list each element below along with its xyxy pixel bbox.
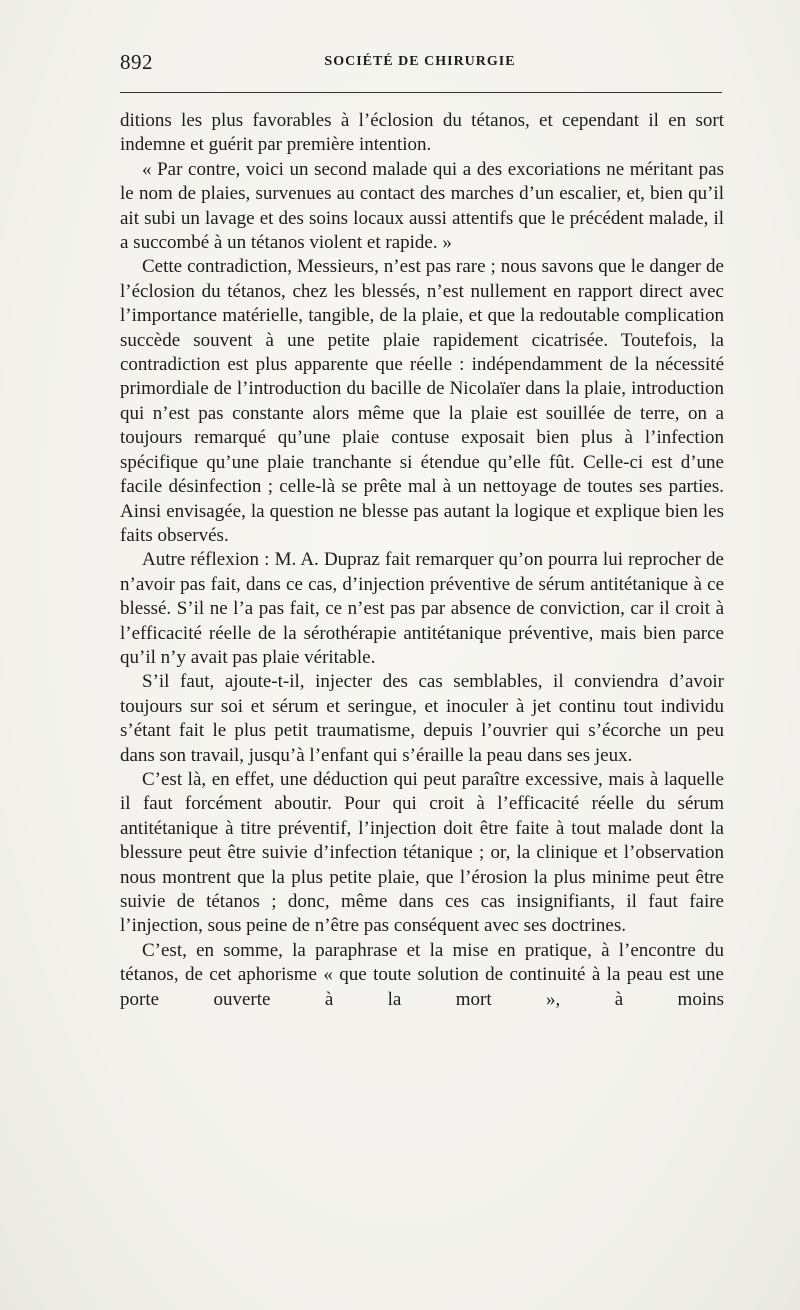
- page-header: [120, 50, 720, 78]
- running-title: SOCIÉTÉ DE CHIRURGIE: [324, 54, 516, 69]
- paragraph-reflexion: Autre réflexion : M. A. Dupraz fait remarquer qu’on pourra lui reprocher de n’avoir pas fait, dans ce cas, d’injection préventive de sérum antitétanique à ce blessé. S’il ne l’a pas fait, ce n’est pas par absence de conviction, car il croit à l’efficacité réelle de la sérothérapie antitétanique préventive, mais bien parce qu’il n’y avait pas plaie véritable.: [120, 549, 724, 668]
- paragraph-deduction: C’est là, en effet, une déduction qui peut paraître excessive, mais à laquelle il faut forcément aboutir. Pour qui croit à l’efficacité réelle du sérum antitétanique à titre préventif, l’injection doit être faite à tout malade dont la blessure peut être suivie d’infection tétanique ; or, la clinique et l’observation nous montrent que la plus petite plaie, que l’érosion la plus minime peut être suivie de tétanos ; donc, même dans ces cas insignifiants, il faut faire l’injection, sous peine de n’être pas conséquent avec ses doctrines.: [120, 768, 724, 937]
- paragraph-continued: ditions les plus favorables à l’éclosion du tétanos, et cependant il en sort indemne et guérit par première intention.: [120, 110, 724, 156]
- paragraph-aphorism: C’est, en somme, la paraphrase et la mise en pratique, à l’encontre du tétanos, de cet aphorisme « que toute solution de continuité à la peau est une porte ouverte à la mort », à moins: [120, 939, 724, 1010]
- page-number: 892: [120, 50, 153, 74]
- paragraph-contradiction: Cette contradiction, Messieurs, n’est pas rare ; nous savons que le danger de l’éclosion du tétanos, chez les blessés, n’est nullement en rapport direct avec l’importance matérielle, tangible, de la plaie, et que la redoutable complication succède souvent à une petite plaie rapidement cicatrisée. Toutefois, la contradiction est plus apparente que réelle : indépendamment de la nécessité primordiale de l’introduction du bacille de Nicolaïer dans la plaie, introduction qui n’est pas constante alors même que la plaie est souillée de terre, on a toujours remarqué qu’une plaie contuse exposait bien plus à l’infection spécifique qu’une plaie tranchante si étendue qu’elle fût. Celle-ci est d’une facile désinfection ; celle-là se prête mal à un nettoyage de toutes ses parties. Ainsi envisagée, la question ne blesse pas autant la logique et explique bien les faits observés.: [120, 256, 724, 546]
- header-rule: [120, 92, 722, 93]
- paragraph-injection: S’il faut, ajoute-t-il, injecter des cas semblables, il conviendra d’avoir toujours sur soi et sérum et seringue, et inoculer à jet continu tout individu s’étant fait le plus petit traumatisme, depuis l’ouvrier qui s’écorche un peu dans son travail, jusqu’à l’enfant qui s’éraille la peau dans ses jeux.: [120, 671, 724, 766]
- text-body: [120, 109, 724, 1012]
- paragraph-quote: « Par contre, voici un second malade qui a des excoriations ne méritant pas le nom de plaies, survenues au contact des marches d’un escalier, et, bien qu’il ait subi un lavage et des soins locaux aussi attentifs que le précédent malade, il a succombé à un tétanos violent et rapide. »: [120, 158, 724, 254]
